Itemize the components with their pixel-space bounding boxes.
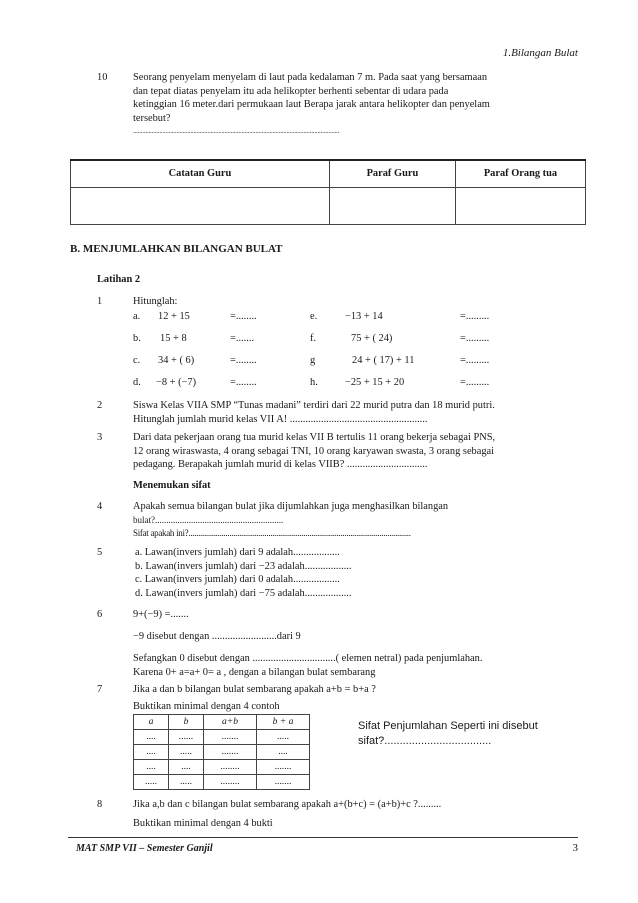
q1-number: 1 [97,296,103,307]
header-paraf-orang-tua: Paraf Orang tua [455,160,585,188]
q4-number: 4 [97,501,103,512]
q5-line: a. Lawan(invers jumlah) dari 9 adalah.................. [135,547,340,558]
q8-line1: Jika a,b dan c bilangan bulat sembarang apakah a+(b+c) = (a+b)+c ?......... [133,799,442,810]
cell[interactable]: ........ [204,775,257,790]
col-a: a [134,715,169,730]
cell[interactable]: .... [257,745,310,760]
col-b: b [169,715,204,730]
item-expression: 75 + ( 24) [351,333,393,344]
cell[interactable]: ....... [257,775,310,790]
menemukan-sifat-title: Menemukan sifat [133,480,211,491]
item-expression: 34 + ( 6) [158,355,195,366]
q10-number: 10 [97,72,108,83]
chapter-title: 1.Bilangan Bulat [502,47,578,59]
commutative-table [133,714,310,790]
cell[interactable]: .... [134,730,169,745]
q4-line: Apakah semua bilangan bulat jika dijumlahkan juga menghasilkan bilangan [133,501,449,512]
q5-number: 5 [97,547,103,558]
item-expression: −25 + 15 + 20 [345,377,405,388]
cell[interactable]: ........ [204,760,257,775]
footer-course: MAT SMP VII – Semester Ganjil [76,843,213,854]
cell[interactable]: ....... [257,760,310,775]
item-answer: =......... [460,333,490,344]
item-expression: 24 + ( 17) + 11 [352,355,415,366]
item-answer: =......... [460,311,490,322]
q6-line2: −9 disebut dengan .........................dari 9 [133,631,301,642]
cell[interactable]: ....... [204,730,257,745]
q10-line: Seorang penyelam menyelam di laut pada kedalaman 7 m. Pada saat yang bersamaan [133,72,488,83]
item-answer: =....... [230,333,255,344]
section-title: B. MENJUMLAHKAN BILANGAN BULAT [70,243,283,255]
q7-number: 7 [97,684,103,695]
q3-line: 12 orang wiraswasta, 4 orang sebagai TNI, 10 orang karyawan swasta, 3 orang sebagai [133,445,495,457]
header-catatan-guru: Catatan Guru [71,160,330,188]
q3-line: Dari data pekerjaan orang tua murid kelas VII B tertulis 11 orang bekerja sebagai PNS, [133,432,496,443]
item-answer: =......... [460,377,490,388]
item-letter: g [310,355,316,366]
catatan-guru-cell[interactable] [71,188,330,225]
q5-line: c. Lawan(invers jumlah) dari 0 adalah.................. [135,574,340,586]
item-expression: 15 + 8 [160,333,187,344]
cell[interactable]: .... [169,760,204,775]
item-letter: b. [133,333,141,344]
q6-line3: Sefangkan 0 disebut dengan ................................( elemen netral) pada penjumlahan. [133,653,483,664]
q3-text [133,431,578,472]
item-letter: c. [133,355,141,366]
q10-line: tersebut? [133,112,171,124]
q3-number: 3 [97,432,103,443]
q10-answer-dots: ..................................................................................................................................... [133,127,340,136]
header-paraf-guru: Paraf Guru [329,160,455,188]
cell[interactable]: ..... [134,775,169,790]
table-row [134,745,310,760]
q5-line: d. Lawan(invers jumlah) dari −75 adalah.................. [135,587,352,599]
latihan-title: Latihan 2 [97,274,141,285]
q3-line: pedagang. Berapakah jumlah murid di kelas VIIB? ............................... [133,459,428,471]
q2-number: 2 [97,400,103,411]
cell[interactable]: ...... [169,730,204,745]
cell[interactable]: ..... [169,745,204,760]
q2-line: Siswa Kelas VIIA SMP “Tunas madani” terdiri dari 22 murid putra dan 18 murid putri. [133,400,495,411]
q4-line: bulat?......................................................... [133,514,284,525]
q8-line2: Buktikan minimal dengan 4 bukti [133,818,273,829]
item-expression: −8 + (−7) [156,377,197,388]
q6-number: 6 [97,609,103,620]
col-b-plus-a: b + a [257,715,310,730]
item-letter: h. [310,377,318,388]
item-answer: =......... [460,355,490,366]
q2-line: Hitunglah jumlah murid kelas VII A! ..................................................... [133,413,428,425]
cell[interactable]: ....... [204,745,257,760]
q8-number: 8 [97,799,103,810]
cell[interactable]: ..... [169,775,204,790]
sifat-line: Sifat Penjumlahan Seperti ini disebut [358,720,538,732]
q10-text [133,71,578,139]
item-letter: e. [310,311,318,322]
q5-text [135,546,565,600]
item-letter: f. [310,333,317,344]
cell[interactable]: .... [134,760,169,775]
footer-divider [68,837,578,838]
q1-label: Hitunglah: [133,296,178,307]
item-letter: d. [133,377,141,388]
q7-line1: Jika a dan b bilangan bulat sembarang apakah a+b = b+a ? [133,684,376,695]
item-expression: −13 + 14 [345,311,383,322]
paraf-guru-cell[interactable] [329,188,455,225]
q10-line: dan tepat diatas penyelam itu ada helikopter berhenti sebentar di udara pada [133,85,449,97]
table-row [134,760,310,775]
paraf-orang-tua-cell[interactable] [455,188,585,225]
q6-text [133,652,578,679]
item-answer: =........ [230,311,257,322]
q4-text [133,500,578,541]
cell[interactable]: .... [134,745,169,760]
cell[interactable]: ..... [257,730,310,745]
col-a-plus-b: a+b [204,715,257,730]
q10-line: ketinggian 16 meter.dari permukaan laut Berapa jarak antara helikopter dan penyelam [133,99,490,111]
item-letter: a. [133,311,141,322]
item-expression: 12 + 15 [158,311,190,322]
q2-text [133,399,578,426]
q6-line4: Karena 0+ a=a+ 0= a , dengan a bilangan bulat sembarang [133,666,376,678]
q7-line2: Buktikan minimal dengan 4 contoh [133,701,280,712]
teacher-notes-table [70,159,586,225]
q6-line1: 9+(−9) =....... [133,609,189,620]
table-row [134,775,310,790]
q5-line: b. Lawan(invers jumlah) dari −23 adalah.................. [135,560,352,572]
sifat-line: sifat?................................... [358,735,492,747]
q4-line: Sifat apakah ini?.................................................................................................................. [133,528,411,539]
page-number: 3 [572,842,578,854]
item-answer: =........ [230,377,257,388]
item-answer: =........ [230,355,257,366]
sifat-question [358,719,538,749]
table-row [134,730,310,745]
